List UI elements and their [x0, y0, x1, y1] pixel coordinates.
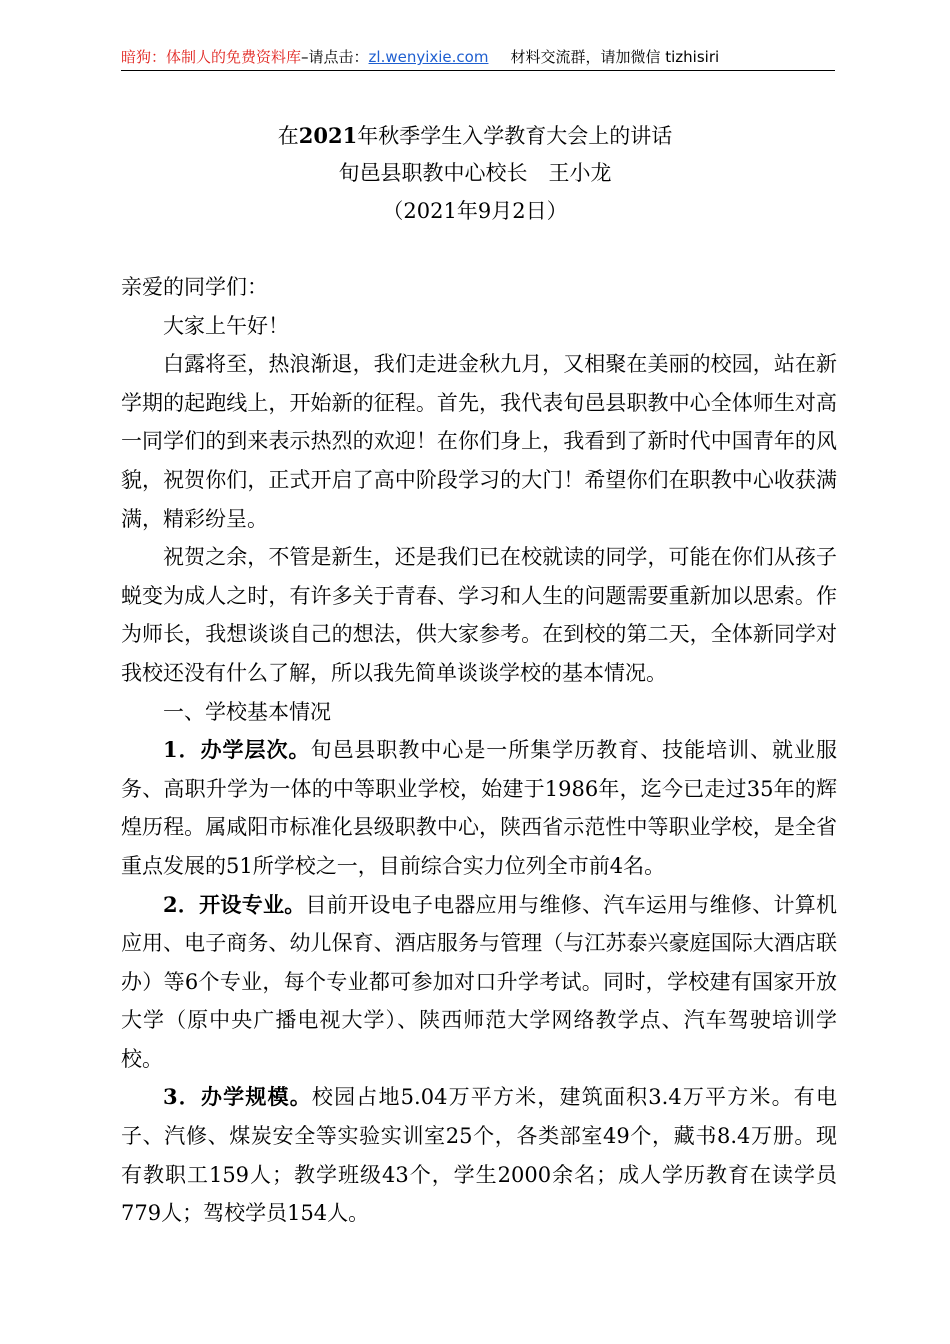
item-3-heading: 3．办学规模。	[163, 1084, 312, 1110]
item-scale	[121, 1078, 837, 1232]
speech-title	[0, 121, 950, 151]
paragraph-reflection: 祝贺之余，不管是新生，还是我们已在校就读的同学，可能在你们从孩子蜕变为成人之时，有许多关于青春、学习和人生的问题需要重新加以思索。作为师长，我想谈谈自己的想法，供大家参考。在到校的第二天，全体新同学对我校还没有什么了解，所以我先简单谈谈学校的基本情况。	[121, 545, 837, 685]
salutation: 亲爱的同学们：	[121, 275, 268, 299]
item-majors	[121, 886, 837, 1079]
header-group-text: 材料交流群，请加微信 tizhisiri	[510, 48, 720, 66]
item-2-text: 目前开设电子电器应用与维修、汽车运用与维修、计算机应用、电子商务、幼儿保育、酒店服务与管理（与江苏泰兴豪庭国际大酒店联办）等6个专业，每个专业都可参加对口升学考试。同时，学校建有国家开放大学（原中央广播电视大学）、陕西师范大学网络教学点、汽车驾驶培训学校。	[121, 892, 837, 1071]
item-school-level	[121, 731, 837, 885]
item-1-heading: 1．办学层次。	[163, 737, 311, 763]
greeting: 大家上午好！	[163, 313, 289, 338]
title-post: 年秋季学生入学教育大会上的讲话	[357, 124, 673, 148]
speech-body	[121, 268, 837, 1233]
page-header	[121, 46, 835, 72]
header-url-link[interactable]: zl.wenyixie.com	[368, 48, 489, 66]
item-2-heading: 2．开设专业。	[163, 891, 306, 917]
paragraph-opening: 白露将至，热浪渐退，我们走进金秋九月，又相聚在美丽的校园，站在新学期的起跑线上，开始新的征程。首先，我代表旬邑县职教中心全体师生对高一同学们的到来表示热烈的欢迎！在你们身上，我看到了新时代中国青年的风貌，祝贺你们，正式开启了高中阶段学习的大门！希望你们在职教中心收获满满，精彩纷呈。	[121, 352, 837, 531]
header-click-text: –请点击：	[301, 48, 369, 66]
title-year: 2021	[298, 123, 358, 148]
speech-date: （2021年9月2日）	[382, 199, 568, 223]
item-1-text: 旬邑县职教中心是一所集学历教育、技能培训、就业服务、高职升学为一体的中等职业学校，始建于1986年，迄今已走过35年的辉煌历程。属咸阳市标准化县级职教中心，陕西省示范性中等职业学校，是全省重点发展的51所学校之一，目前综合实力位列全市前4名。	[121, 738, 837, 878]
title-pre: 在	[277, 124, 299, 148]
speaker-line: 旬邑县职教中心校长 王小龙	[338, 161, 612, 185]
header-divider	[121, 70, 835, 71]
item-3-text: 校园占地5.04万平方米，建筑面积3.4万平方米。有电子、汽修、煤炭安全等实验实训室25个，各类部室49个，藏书8.4万册。现有教职工159人；教学班级43个，学生2000余名；成人学历教育在读学员779人；驾校学员154人。	[121, 1085, 837, 1226]
section-heading-1: 一、学校基本情况	[163, 699, 331, 724]
header-brand: 暗狗：体制人的免费资料库	[121, 48, 302, 66]
